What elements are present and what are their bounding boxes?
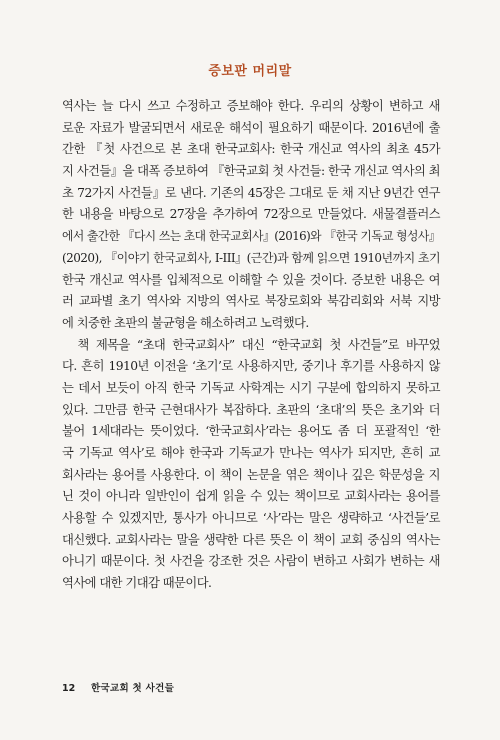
text-line: 초 72가지 사건들』로 낸다. 기존의 45장은 그대로 둔 채 지난 9년간 연구 <box>62 185 440 200</box>
text-line: 사용할 수 있겠지만, 통사가 아니므로 ‘사’라는 말은 생략하고 ‘사건들’로 <box>62 511 440 526</box>
text-line: 한국 개신교 역사를 입체적으로 이해할 수 있을 것이다. 증보한 내용은 여 <box>62 272 440 287</box>
text-line: 다. 흔히 1910년 이전을 ‘초기’로 사용하지만, 중기나 후기를 사용하지 않 <box>62 359 440 374</box>
text-line: 간한 『첫 사건으로 본 초대 한국교회사: 한국 개신교 역사의 최초 45가 <box>62 142 440 157</box>
text-line: 에 치중한 초판의 불균형을 해소하려고 노력했다. <box>62 315 309 330</box>
text-line: 있다. 그만큼 한국 근현대사가 복잡하다. 초판의 ‘초대’의 뜻은 초기와 더 <box>62 402 440 417</box>
running-book-title: 한국교회 첫 사건들 <box>91 683 175 694</box>
chapter-title: 증보판 머리말 <box>208 64 292 79</box>
text-line: 아니기 때문이다. 첫 사건을 강조한 것은 사람이 변하고 사회가 변하는 새 <box>62 554 440 569</box>
text-line: 회사라는 용어를 사용한다. 이 책이 논문을 엮은 책이나 깊은 학문성을 지 <box>62 467 440 482</box>
text-line: 에서 출간한 『다시 쓰는 초대 한국교회사』(2016)와 『한국 기독교 형성사』 <box>62 229 440 244</box>
page-number: 12 <box>62 683 76 694</box>
text-line: 대신했다. 교회사라는 말을 생략한 다른 뜻은 이 책이 교회 중심의 역사는 <box>62 532 440 547</box>
text-line: 역사는 늘 다시 쓰고 수정하고 증보해야 한다. 우리의 상황이 변하고 새 <box>62 99 440 113</box>
text-line: 지 사건들』을 대폭 증보하여 『한국교회 첫 사건들: 한국 개신교 역사의 최 <box>62 164 440 179</box>
text-line: 로운 자료가 발굴되면서 새로운 해석이 필요하기 때문이다. 2016년에 출 <box>62 120 440 135</box>
text-line: 한 내용을 바탕으로 27장을 추가하여 72장으로 만들었다. 새물결플러스 <box>62 207 440 222</box>
text-line: 불어 1세대라는 뜻이었다. ‘한국교회사’라는 용어도 좀 더 포괄적인 ‘한 <box>62 424 440 439</box>
text-line: 닌 것이 아니라 일반인이 쉽게 읽을 수 있는 책이므로 교회사라는 용어를 <box>62 489 440 504</box>
text-line: 러 교파별 초기 역사와 지방의 역사로 북장로회와 북감리회와 서북 지방 <box>62 294 440 309</box>
body-text <box>62 96 440 595</box>
text-line: (2020), 『이야기 한국교회사, I-III』(근간)과 함께 읽으면 1910년까지 초기 <box>62 250 440 265</box>
text-line: 는 데서 보듯이 아직 한국 기독교 사학계는 시기 구분에 합의하지 못하고 <box>62 380 440 395</box>
text-line: 국 기독교 역사’로 해야 한국과 기독교가 만나는 역사가 되지만, 흔히 교 <box>62 446 440 460</box>
text-line: 책 제목을 “초대 한국교회사” 대신 “한국교회 첫 사건들”로 바꾸었 <box>62 337 440 352</box>
page-footer <box>62 680 174 694</box>
text-line: 역사에 대한 기대감 때문이다. <box>62 576 212 591</box>
